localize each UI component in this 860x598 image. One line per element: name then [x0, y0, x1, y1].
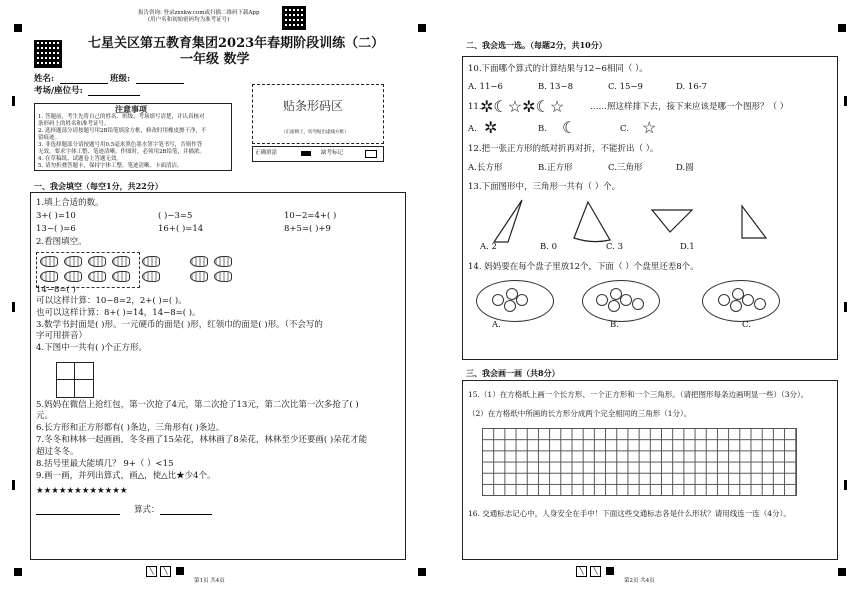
q3-line: 字可用拼音） — [36, 331, 88, 341]
q3-line[interactable]: 3.数学书封面是( )形。一元硬币的面是( )形，红领巾的面是( )形。（不会写的 — [36, 320, 323, 330]
notice-line: 条形码上的姓名和准考证号。 — [38, 121, 110, 127]
section2-heading: 二、我会选一选。（每题2分，共10分） — [466, 40, 607, 50]
moon-icon: ☾ — [562, 118, 577, 137]
name-field[interactable] — [60, 83, 108, 84]
q12-text: 12.把一张正方形的纸对折再对折，不能折出（ ）。 — [468, 144, 659, 154]
page-box: ╲ — [146, 566, 157, 577]
q1-item[interactable]: 3+( )=10 — [36, 211, 76, 221]
absent-checkbox[interactable] — [365, 150, 377, 158]
fish-icon — [40, 271, 58, 282]
seat-field[interactable] — [88, 95, 140, 96]
apple-icon — [632, 298, 644, 310]
fill-legend — [252, 146, 384, 162]
q11-option-b[interactable]: B. — [538, 124, 547, 134]
notice-box — [34, 103, 232, 171]
q14-option[interactable]: C. — [742, 320, 751, 330]
notice-line: 无效。要求字体工整、笔迹清晰。作图时，必须用2B铅笔，并描浓。 — [38, 149, 206, 155]
apple-icon — [596, 294, 608, 306]
side-mark — [12, 96, 15, 106]
formula-answer-line[interactable] — [160, 514, 212, 515]
apple-icon — [608, 300, 620, 312]
plate-c[interactable] — [702, 280, 780, 322]
notice-line: 5. 请勿折叠答题卡，保持字体工整、笔迹清晰、卡面清洁。 — [38, 163, 183, 169]
q11-shape-sequence: ✲☾☆✲☾☆ — [480, 97, 565, 116]
fish-icon — [142, 271, 160, 282]
q5-line[interactable]: 5.妈妈在微信上抢红包，第一次抢了4元，第二次抢了13元，第二次比第一次多抢了( ) — [36, 400, 359, 410]
qr-code-top — [282, 6, 306, 30]
notice-line: 2. 选择题部分请按题号用2B铅笔填涂方框，修改时用橡皮擦干净，不 — [38, 128, 207, 134]
fish-icon — [64, 271, 82, 282]
fill-correct-label: 正确填涂 — [255, 150, 278, 156]
corner-mark — [838, 24, 846, 32]
apple-icon — [610, 288, 622, 300]
q10-text: 10.下面哪个算式的计算结果与12−6相同（ ）。 — [468, 64, 648, 74]
q1-item[interactable]: ( )−3=5 — [158, 211, 193, 221]
q15-part2: （2）在方格纸中所画的长方形分成两个完全相同的三角形（1分）。 — [468, 409, 692, 418]
q15-part1: 15.（1）在方格纸上画一个长方形、一个正方形和一个三角形。（请把图形每条边画明显一些）（3分）。 — [468, 390, 809, 399]
q14-option[interactable]: B. — [610, 320, 619, 330]
q8-text[interactable]: 8.括号里最大能填几？ 9+（ ）<15 — [36, 459, 174, 469]
sector-shape — [574, 202, 610, 242]
q2-equation: 14−8=( ) — [36, 285, 76, 295]
inverted-triangle-shape — [652, 210, 692, 232]
q2-line[interactable]: 也可以这样计算：8+( )=14，14−8=( )。 — [36, 308, 201, 318]
fish-icon — [142, 256, 160, 267]
q11-option-c[interactable]: C. — [620, 124, 629, 134]
class-label: 班级: — [110, 74, 131, 84]
q13-option[interactable]: B. 0 — [540, 242, 558, 252]
page-box: ╲ — [590, 566, 601, 577]
q2-text: 2.看图填空。 — [36, 237, 87, 247]
side-mark — [844, 302, 847, 312]
page-number: 第2页 共4页 — [624, 578, 655, 584]
q5-line: 元。 — [36, 411, 54, 421]
drawing-grid[interactable] — [482, 428, 797, 496]
corner-mark — [418, 24, 426, 32]
footer-mark — [606, 567, 614, 575]
q13-option[interactable]: D.1 — [680, 242, 695, 252]
q10-option[interactable]: D. 16-7 — [676, 82, 708, 92]
apple-icon — [730, 300, 742, 312]
notice-heading: 注意事项 — [115, 104, 147, 114]
q4-text[interactable]: 4.下图中一共有( )个正方形。 — [36, 343, 147, 353]
page-number: 第1页 共4页 — [194, 578, 225, 584]
triangle-shape — [494, 200, 522, 242]
sun-icon: ✲ — [484, 118, 498, 137]
apple-icon — [718, 294, 730, 306]
triangle-answer-line[interactable] — [36, 514, 120, 515]
star-row: ★★★★★★★★★★★★ — [36, 486, 128, 496]
apple-icon — [506, 288, 518, 300]
filled-mark-sample — [301, 151, 311, 156]
q13-text: 13.下面图形中，三角形一共有（ ）个。 — [468, 182, 621, 192]
barcode-area — [252, 84, 384, 144]
q1-item[interactable]: 10−2=4+( ) — [284, 211, 337, 221]
q12-option[interactable]: D.圆 — [676, 163, 694, 173]
apple-icon — [516, 294, 528, 306]
q10-option[interactable]: A. 11−6 — [468, 82, 503, 92]
q13-option[interactable]: A. 2 — [480, 242, 497, 252]
q6-text[interactable]: 6.长方形和正方形都有( )条边，三角形有( )条边。 — [36, 423, 225, 433]
q14-text: 14. 妈妈要在每个盘子里放12个，下面（ ）个盘里还差8个。 — [468, 262, 699, 272]
apple-icon — [504, 300, 516, 312]
q9-text: 9.画一画，并列出算式，画△，使△比★少4个。 — [36, 471, 216, 481]
fish-icon — [190, 256, 208, 267]
q11-text: ……照这样排下去，接下来应该是哪一个图形？（ ） — [590, 102, 789, 112]
top-note: 报告咨询: 登录zxxkw.com或扫描二维码下载App — [138, 10, 260, 16]
top-note: (用户名和初始密码均为准考证号) — [148, 17, 230, 23]
notice-line: 4. 在草稿纸、试题卷上答题无效。 — [38, 156, 122, 162]
q10-option[interactable]: B. 13−8 — [538, 82, 573, 92]
q1-text: 1.填上合适的数。 — [36, 198, 104, 208]
plate-a[interactable] — [476, 280, 554, 322]
fish-icon — [112, 271, 130, 282]
q14-option[interactable]: A. — [492, 320, 501, 330]
apple-icon — [620, 294, 632, 306]
apple-icon — [742, 294, 754, 306]
qr-code-left — [34, 40, 62, 68]
q2-line[interactable]: 可以这样计算：10−8=2，2+( )=( )。 — [36, 296, 187, 306]
q13-shapes — [470, 198, 800, 246]
fish-icon — [214, 256, 232, 267]
q1-item[interactable]: 16+( )=14 — [158, 224, 204, 234]
footer-mark — [176, 567, 184, 575]
fish-icon — [88, 271, 106, 282]
exam-title: 七星关区第五教育集团2023年春期阶段训练（二） — [88, 36, 385, 51]
q12-option[interactable]: A.长方形 — [468, 163, 503, 173]
fish-icon — [112, 256, 130, 267]
section1-heading: 一、我会填空（每空1分，共22分） — [34, 181, 163, 191]
fish-icon — [88, 256, 106, 267]
star-icon: ☆ — [642, 118, 657, 137]
fish-icon — [64, 256, 82, 267]
q7-line[interactable]: 7.冬冬和林林一起画画，冬冬画了15朵花，林林画了8朵花，林林至少还要画( )朵花才能 — [36, 435, 368, 445]
q11-option-a[interactable]: A. — [468, 124, 477, 134]
q16-text: 16. 交通标志记心中，人身安全在手中！下面这些交通标志各是什么形状？请用线连一连（4分）。 — [468, 509, 791, 518]
corner-mark — [418, 568, 426, 576]
side-mark — [12, 302, 15, 312]
fish-icon — [190, 271, 208, 282]
notice-line: 3. 非选择题部分请按题号用0.5毫米黑色墨水签字笔书写，否则作答 — [38, 142, 203, 148]
q1-item[interactable]: 13−( )=6 — [36, 224, 76, 234]
square-figure-divider — [74, 362, 75, 398]
q7-line: 超过冬冬。 — [36, 447, 79, 457]
page-box: ╲ — [160, 566, 171, 577]
notice-line: 1. 答题前，考生先将自己的姓名、班级、考场填写清楚，并认真核对 — [38, 114, 205, 120]
corner-mark — [838, 568, 846, 576]
side-mark — [844, 480, 847, 490]
formula-label: 算式： — [134, 505, 160, 515]
side-mark — [844, 96, 847, 106]
absent-label: 缺考标记 — [321, 150, 344, 156]
square-figure-divider — [56, 379, 94, 380]
class-field[interactable] — [136, 83, 184, 84]
fish-icon — [214, 271, 232, 282]
apple-icon — [732, 288, 744, 300]
barcode-note: （正面朝上，切勿贴出虚线方框） — [281, 130, 349, 135]
section3-heading: 三、我会画一画（共8分） — [466, 368, 560, 378]
notice-line: 留痕迹。 — [38, 135, 61, 141]
corner-mark — [14, 24, 22, 32]
apple-icon — [492, 294, 504, 306]
side-mark — [12, 480, 15, 490]
q12-option[interactable]: C.三角形 — [608, 163, 643, 173]
q10-option[interactable]: C. 15−9 — [608, 82, 643, 92]
q12-option[interactable]: B.正方形 — [538, 163, 573, 173]
corner-mark — [14, 568, 22, 576]
name-label: 姓名: — [34, 74, 55, 84]
q1-item[interactable]: 8+5=( )+9 — [284, 224, 331, 234]
apple-icon — [754, 298, 766, 310]
fish-icon — [40, 256, 58, 267]
exam-subtitle: 一年级 数学 — [180, 52, 250, 67]
seat-label: 考场/座位号: — [34, 86, 83, 96]
q11-number: 11. — [468, 102, 482, 112]
page-box: ╲ — [576, 566, 587, 577]
square-figure — [56, 362, 94, 398]
q13-option[interactable]: C. 3 — [606, 242, 624, 252]
right-triangle-shape — [742, 206, 766, 238]
barcode-label: 贴条形码区 — [283, 99, 344, 113]
